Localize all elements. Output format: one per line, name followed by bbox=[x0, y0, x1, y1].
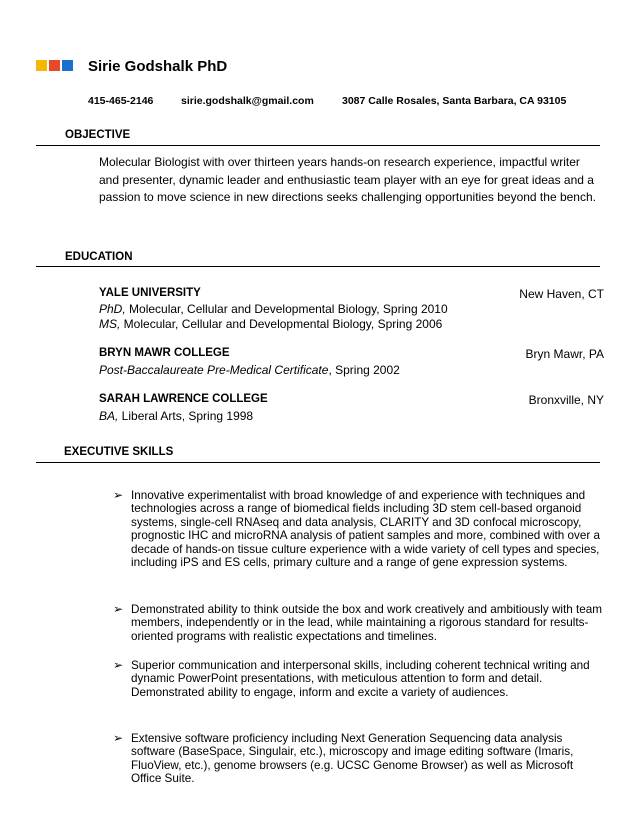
school-location: New Haven, CT bbox=[519, 287, 604, 301]
education-heading: EDUCATION bbox=[65, 251, 133, 263]
logo-square-yellow bbox=[36, 60, 47, 71]
skill-item: Extensive software proficiency including Next Generation Sequencing data analysis software (BaseSpace, Singulair, etc.), microscopy and image editing software (Imaris, FluoView, etc.), genome browsers (e.g. UCSC Genome Browser) as well as Microsoft Office Suite. bbox=[131, 732, 574, 786]
school-location: Bronxville, NY bbox=[528, 393, 604, 407]
resume-name: Sirie Godshalk PhD bbox=[88, 58, 228, 75]
logo-square-blue bbox=[62, 60, 73, 71]
postal-address: 3087 Calle Rosales, Santa Barbara, CA 93105 bbox=[342, 95, 567, 107]
school-name: SARAH LAWRENCE COLLEGE bbox=[99, 393, 268, 405]
arrow-bullet-icon: ➢ bbox=[113, 602, 124, 616]
degree-line bbox=[99, 409, 253, 423]
objective-text: Molecular Biologist with over thirteen years hands-on research experience, impactful writer and presenter, dynamic leader and enthusiastic team player with an eye for great ideas and a passion to move science in new directions seeks challenging opportunities beyond the bench. bbox=[99, 155, 596, 205]
arrow-bullet-icon: ➢ bbox=[113, 731, 124, 745]
email-address: sirie.godshalk@gmail.com bbox=[181, 95, 314, 107]
degree-line bbox=[99, 302, 448, 316]
degree-line bbox=[99, 317, 442, 331]
degree-abbr: PhD, bbox=[99, 302, 126, 316]
degree-line bbox=[99, 363, 400, 377]
section-divider bbox=[36, 145, 600, 146]
section-divider bbox=[36, 462, 600, 463]
school-name: YALE UNIVERSITY bbox=[99, 287, 201, 299]
degree-detail: Liberal Arts, Spring 1998 bbox=[118, 409, 254, 423]
executive-skills-heading: EXECUTIVE SKILLS bbox=[64, 446, 174, 458]
skill-item: Superior communication and interpersonal skills, including coherent technical writing and dynamic PowerPoint presentations, with meticulous attention to form and detail. Demonstrated ability to engage, inform and excite a variety of audiences. bbox=[131, 659, 590, 699]
skill-item: Demonstrated ability to think outside the box and work creatively and ambitiously with team members, independently or in the lead, while maintaining a rigorous standard for results-oriented programs with realistic expectations and timelines. bbox=[131, 603, 602, 643]
degree-detail: , Spring 2002 bbox=[328, 363, 400, 377]
arrow-bullet-icon: ➢ bbox=[113, 488, 124, 502]
degree-detail: Molecular, Cellular and Developmental Biology, Spring 2006 bbox=[120, 317, 443, 331]
degree-abbr: BA, bbox=[99, 409, 119, 423]
degree-abbr: MS, bbox=[99, 317, 121, 331]
degree-detail: Molecular, Cellular and Developmental Biology, Spring 2010 bbox=[125, 302, 448, 316]
degree-abbr: Post-Baccalaureate Pre-Medical Certificate bbox=[99, 363, 329, 377]
section-divider bbox=[36, 266, 600, 267]
school-name: BRYN MAWR COLLEGE bbox=[99, 347, 230, 359]
skill-item: Innovative experimentalist with broad knowledge of and experience with techniques and technologies across a range of biomedical fields including 3D stem cell-based organoid systems, single-cell RNAseq and data analysis, CLARITY and 3D confocal microscopy, prognostic IHC and microRNA analysis of patient samples and more, combined with over a decade of hands-on tissue culture experience with a wide variety of cell types and species, including iPS and ES cells, primary culture and a range of gene expression systems. bbox=[131, 489, 601, 570]
objective-heading: OBJECTIVE bbox=[65, 129, 131, 141]
logo-square-red bbox=[49, 60, 60, 71]
arrow-bullet-icon: ➢ bbox=[113, 658, 124, 672]
school-location: Bryn Mawr, PA bbox=[525, 347, 604, 361]
phone-number: 415-465-2146 bbox=[88, 95, 154, 107]
